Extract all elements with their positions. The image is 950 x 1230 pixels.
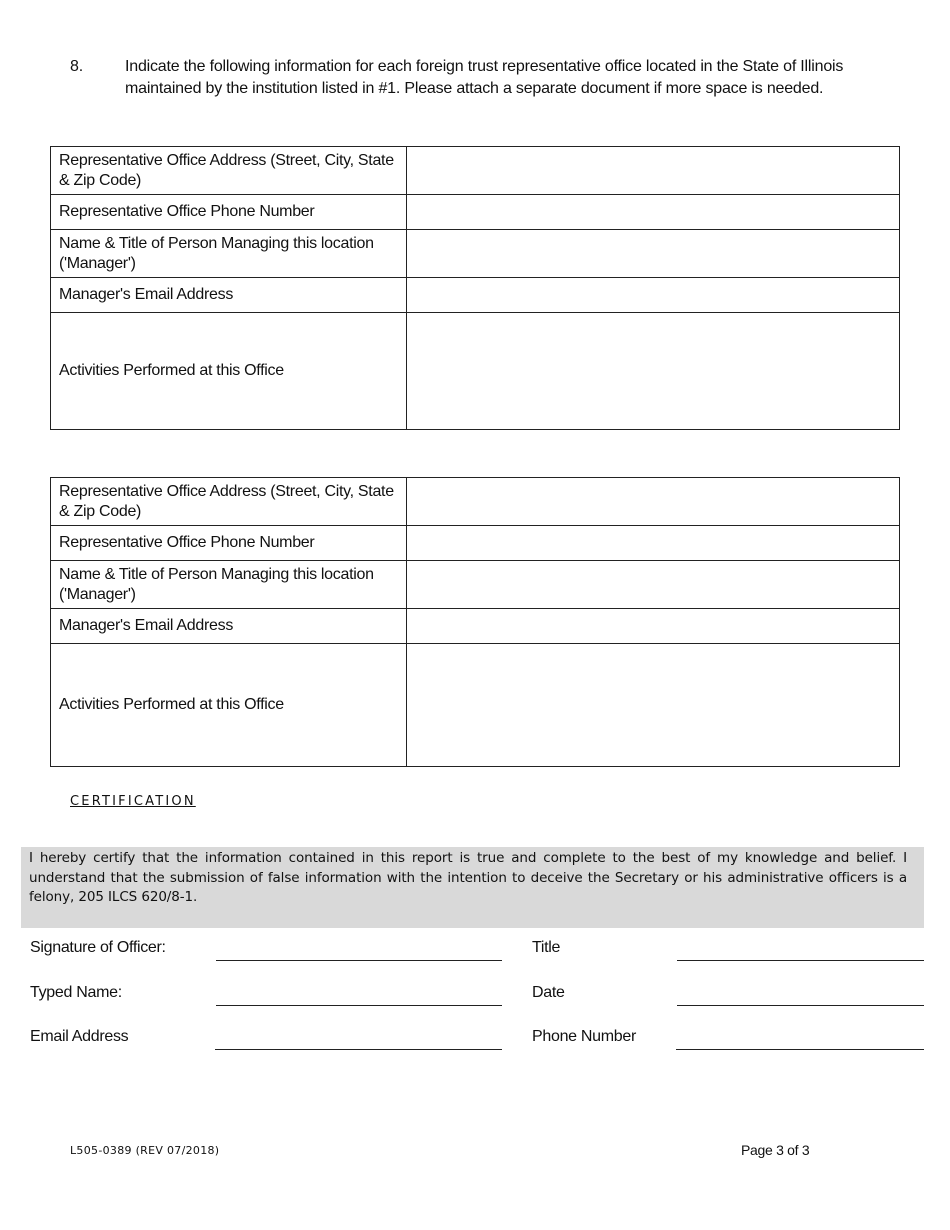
activities-field[interactable] [407, 313, 900, 430]
office-address-field[interactable] [407, 478, 900, 526]
email-address-field[interactable] [215, 1049, 502, 1050]
title-field[interactable] [677, 960, 924, 961]
certification-heading: CERTIFICATION [70, 794, 196, 809]
table-row [51, 147, 900, 195]
page-number: Page 3 of 3 [741, 1142, 810, 1158]
typed-name-label: Typed Name: [30, 984, 122, 1001]
manager-name-field[interactable] [407, 230, 900, 278]
activities-label: Activities Performed at this Office [51, 313, 407, 430]
table-row [51, 278, 900, 313]
office-table-2 [50, 477, 900, 767]
table-row [51, 609, 900, 644]
signature-of-officer-label: Signature of Officer: [30, 939, 166, 956]
email-address-label: Email Address [30, 1028, 129, 1045]
date-label: Date [532, 984, 565, 1001]
office-address-label: Representative Office Address (Street, City, State & Zip Code) [51, 147, 407, 195]
table-row [51, 526, 900, 561]
office-phone-field[interactable] [407, 526, 900, 561]
manager-email-label: Manager's Email Address [51, 278, 407, 313]
table-row [51, 644, 900, 767]
office-phone-label: Representative Office Phone Number [51, 526, 407, 561]
form-id: L505-0389 (REV 07/2018) [70, 1144, 220, 1157]
signature-of-officer-field[interactable] [216, 960, 502, 961]
instruction-8 [70, 56, 880, 100]
table-row [51, 195, 900, 230]
office-address-field[interactable] [407, 147, 900, 195]
table-row [51, 478, 900, 526]
office-phone-field[interactable] [407, 195, 900, 230]
table-row [51, 561, 900, 609]
manager-name-label: Name & Title of Person Managing this location ('Manager') [51, 230, 407, 278]
instruction-number: 8. [70, 58, 83, 75]
office-address-label: Representative Office Address (Street, City, State & Zip Code) [51, 478, 407, 526]
typed-name-field[interactable] [216, 1005, 502, 1006]
manager-email-label: Manager's Email Address [51, 609, 407, 644]
table-row [51, 313, 900, 430]
office-table-1 [50, 146, 900, 430]
manager-email-field[interactable] [407, 609, 900, 644]
manager-name-label: Name & Title of Person Managing this location ('Manager') [51, 561, 407, 609]
office-phone-label: Representative Office Phone Number [51, 195, 407, 230]
phone-number-label: Phone Number [532, 1028, 637, 1045]
table-row [51, 230, 900, 278]
activities-label: Activities Performed at this Office [51, 644, 407, 767]
date-field[interactable] [677, 1005, 924, 1006]
title-label: Title [532, 939, 561, 956]
manager-email-field[interactable] [407, 278, 900, 313]
instruction-text: Indicate the following information for each foreign trust representative office located in the State of Illinois maintained by the institution listed in #1. Please attach a separate document if more space is needed. [125, 58, 844, 97]
activities-field[interactable] [407, 644, 900, 767]
phone-number-field[interactable] [676, 1049, 924, 1050]
manager-name-field[interactable] [407, 561, 900, 609]
certification-statement: I hereby certify that the information contained in this report is true and complete to the best of my knowledge and belief. I understand that the submission of false information with the intention to deceive the Secretary or his administrative officers is a felony, 205 ILCS 620/8-1. [21, 847, 924, 928]
